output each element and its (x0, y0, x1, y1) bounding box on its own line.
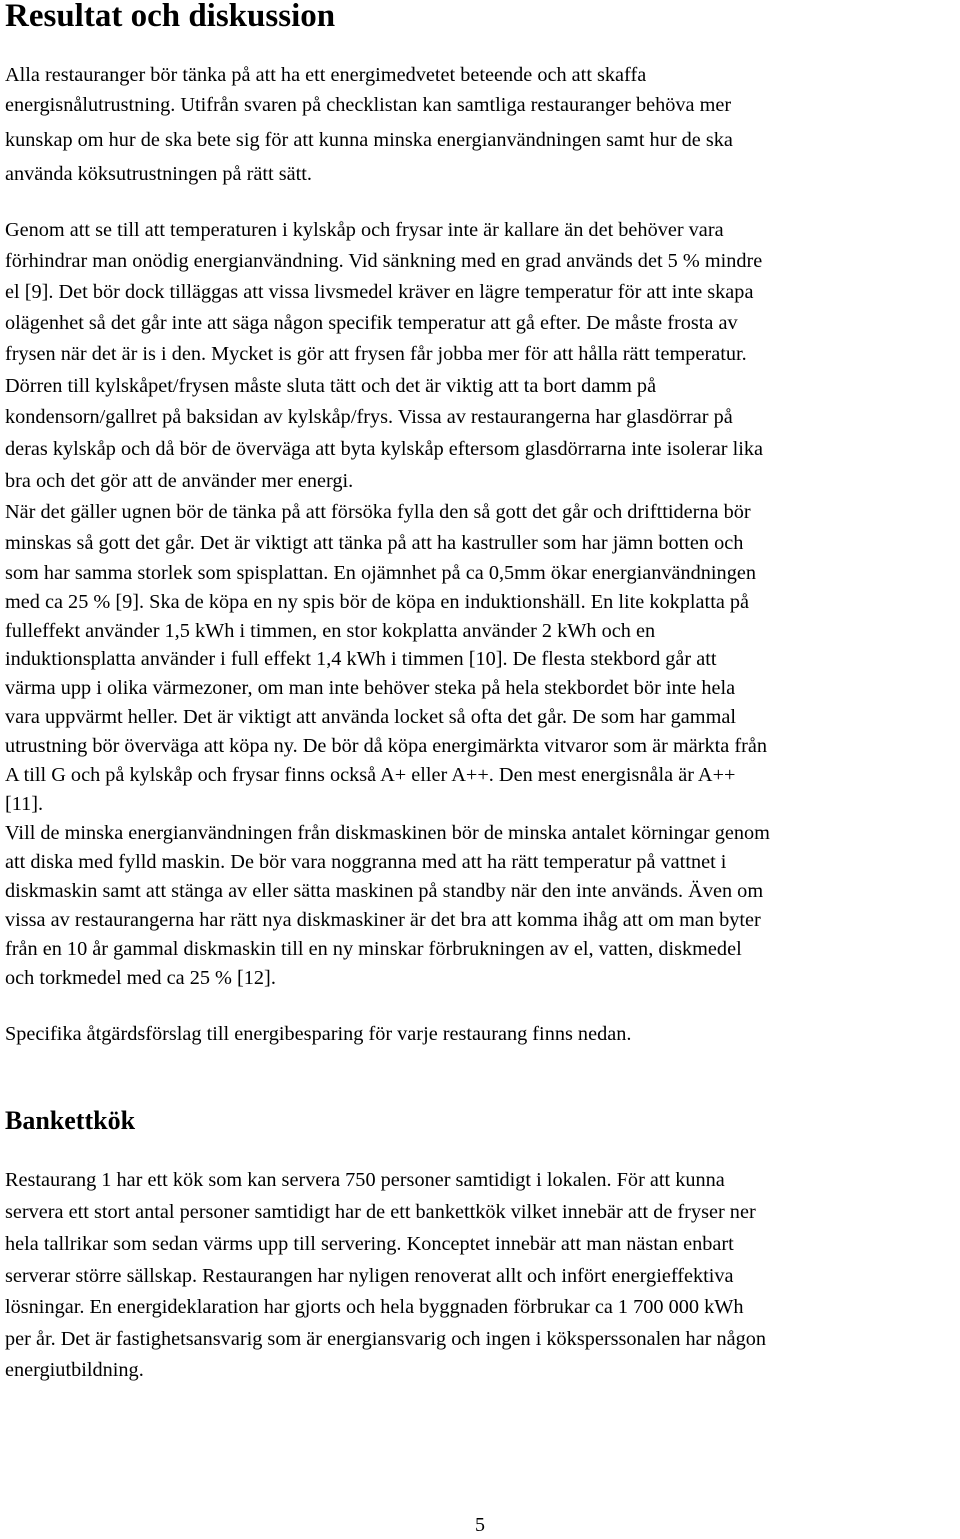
text-line: med ca 25 % [9]. Ska de köpa en ny spis bör de köpa en induktionshäll. En lite kokplatta på (5, 591, 750, 613)
text-line: Dörren till kylskåpet/frysen måste sluta tätt och det är viktig att ta bort damm på (5, 375, 657, 397)
page-number: 5 (475, 1514, 485, 1536)
text-line: per år. Det är fastighetsansvarig som är energiansvarig och ingen i köksperssonalen har någon (5, 1328, 767, 1350)
text-line: minskas så gott det går. Det är viktigt att tänka på att ha kastruller som har jämn botten och (5, 532, 744, 554)
text-line: A till G och på kylskåp och frysar finns också A+ eller A++. Den mest energisnåla är A++ (5, 764, 736, 786)
text-line: energiutbildning. (5, 1359, 144, 1381)
text-line: serverar större sällskap. Restaurangen har nyligen renoverat allt och infört energieffektiva (5, 1265, 734, 1287)
text-line: [11]. (5, 793, 44, 815)
text-line: servera ett stort antal personer samtidigt har de ett bankettkök vilket innebär att de fryser ner (5, 1201, 756, 1223)
text-line: Specifika åtgärdsförslag till energibesparing för varje restaurang finns nedan. (5, 1023, 632, 1045)
text-line: deras kylskåp och då bör de överväga att byta kylskåp eftersom glasdörrarna inte isolerar lika (5, 438, 764, 460)
text-line: vissa av restaurangerna har rätt nya diskmaskiner är det bra att komma ihåg att om man byter (5, 909, 761, 931)
page-heading: Resultat och diskussion (5, 0, 336, 34)
text-line: vara uppvärmt heller. Det är viktigt att använda locket så ofta det går. De som har gammal (5, 706, 736, 728)
text-line: som har samma storlek som spisplattan. En ojämnhet på ca 0,5mm ökar energianvändningen (5, 562, 756, 584)
text-line: använda köksutrustningen på rätt sätt. (5, 163, 312, 185)
text-line: hela tallrikar som sedan värms upp till servering. Konceptet innebär att man nästan enbart (5, 1233, 734, 1255)
text-line: olägenhet så det går inte att säga någon specifik temperatur att gå efter. De måste frosta av (5, 312, 738, 334)
text-line: energisnålutrustning. Utifrån svaren på checklistan kan samtliga restauranger behöva mer (5, 94, 732, 116)
text-line: att diska med fylld maskin. De bör vara noggranna med att ha rätt temperatur på vattnet i (5, 851, 727, 873)
text-line: diskmaskin samt att stänga av eller sätta maskinen på standby när den inte används. Även om (5, 880, 764, 902)
text-line: fulleffekt använder 1,5 kWh i timmen, en stor kokplatta använder 2 kWh och en (5, 620, 656, 642)
text-line: förhindrar man onödig energianvändning. Vid sänkning med en grad används det 5 % mindre (5, 250, 763, 272)
text-line: induktionsplatta använder i full effekt 1,4 kWh i timmen [10]. De flesta stekbord går att (5, 648, 717, 670)
text-line: Vill de minska energianvändningen från diskmaskinen bör de minska antalet körningar genom (5, 822, 770, 844)
text-line: kunskap om hur de ska bete sig för att kunna minska energianvändningen samt hur de ska (5, 129, 733, 151)
text-line: Restaurang 1 har ett kök som kan servera 750 personer samtidigt i lokalen. För att kunna (5, 1169, 725, 1191)
text-line: frysen när det är is i den. Mycket is gör att frysen får jobba mer för att hålla rätt temperatur. (5, 343, 747, 365)
text-line: värma upp i olika värmezoner, om man inte behöver steka på hela stekbordet bör inte hela (5, 677, 736, 699)
text-line: utrustning bör överväga att köpa ny. De bör då köpa energimärkta vitvaror som är märkta från (5, 735, 767, 757)
text-line: Alla restauranger bör tänka på att ha ett energimedvetet beteende och att skaffa (5, 64, 647, 86)
text-line: lösningar. En energideklaration har gjorts och hela byggnaden förbrukar ca 1 700 000 kWh (5, 1296, 744, 1318)
section-heading: Bankettkök (5, 1106, 136, 1135)
text-line: och torkmedel med ca 25 % [12]. (5, 967, 276, 989)
text-line: bra och det gör att de använder mer energi. (5, 470, 354, 492)
text-line: Genom att se till att temperaturen i kylskåp och frysar inte är kallare än det behöver vara (5, 219, 724, 241)
text-line: från en 10 år gammal diskmaskin till en ny minskar förbrukningen av el, vatten, diskmedel (5, 938, 742, 960)
text-line: kondensorn/gallret på baksidan av kylskåp/frys. Vissa av restaurangerna har glasdörrar på (5, 406, 733, 428)
text-line: När det gäller ugnen bör de tänka på att försöka fylla den så gott det går och drifttiderna bör (5, 501, 751, 523)
text-line: el [9]. Det bör dock tilläggas att vissa livsmedel kräver en lägre temperatur för att inte skapa (5, 281, 754, 303)
